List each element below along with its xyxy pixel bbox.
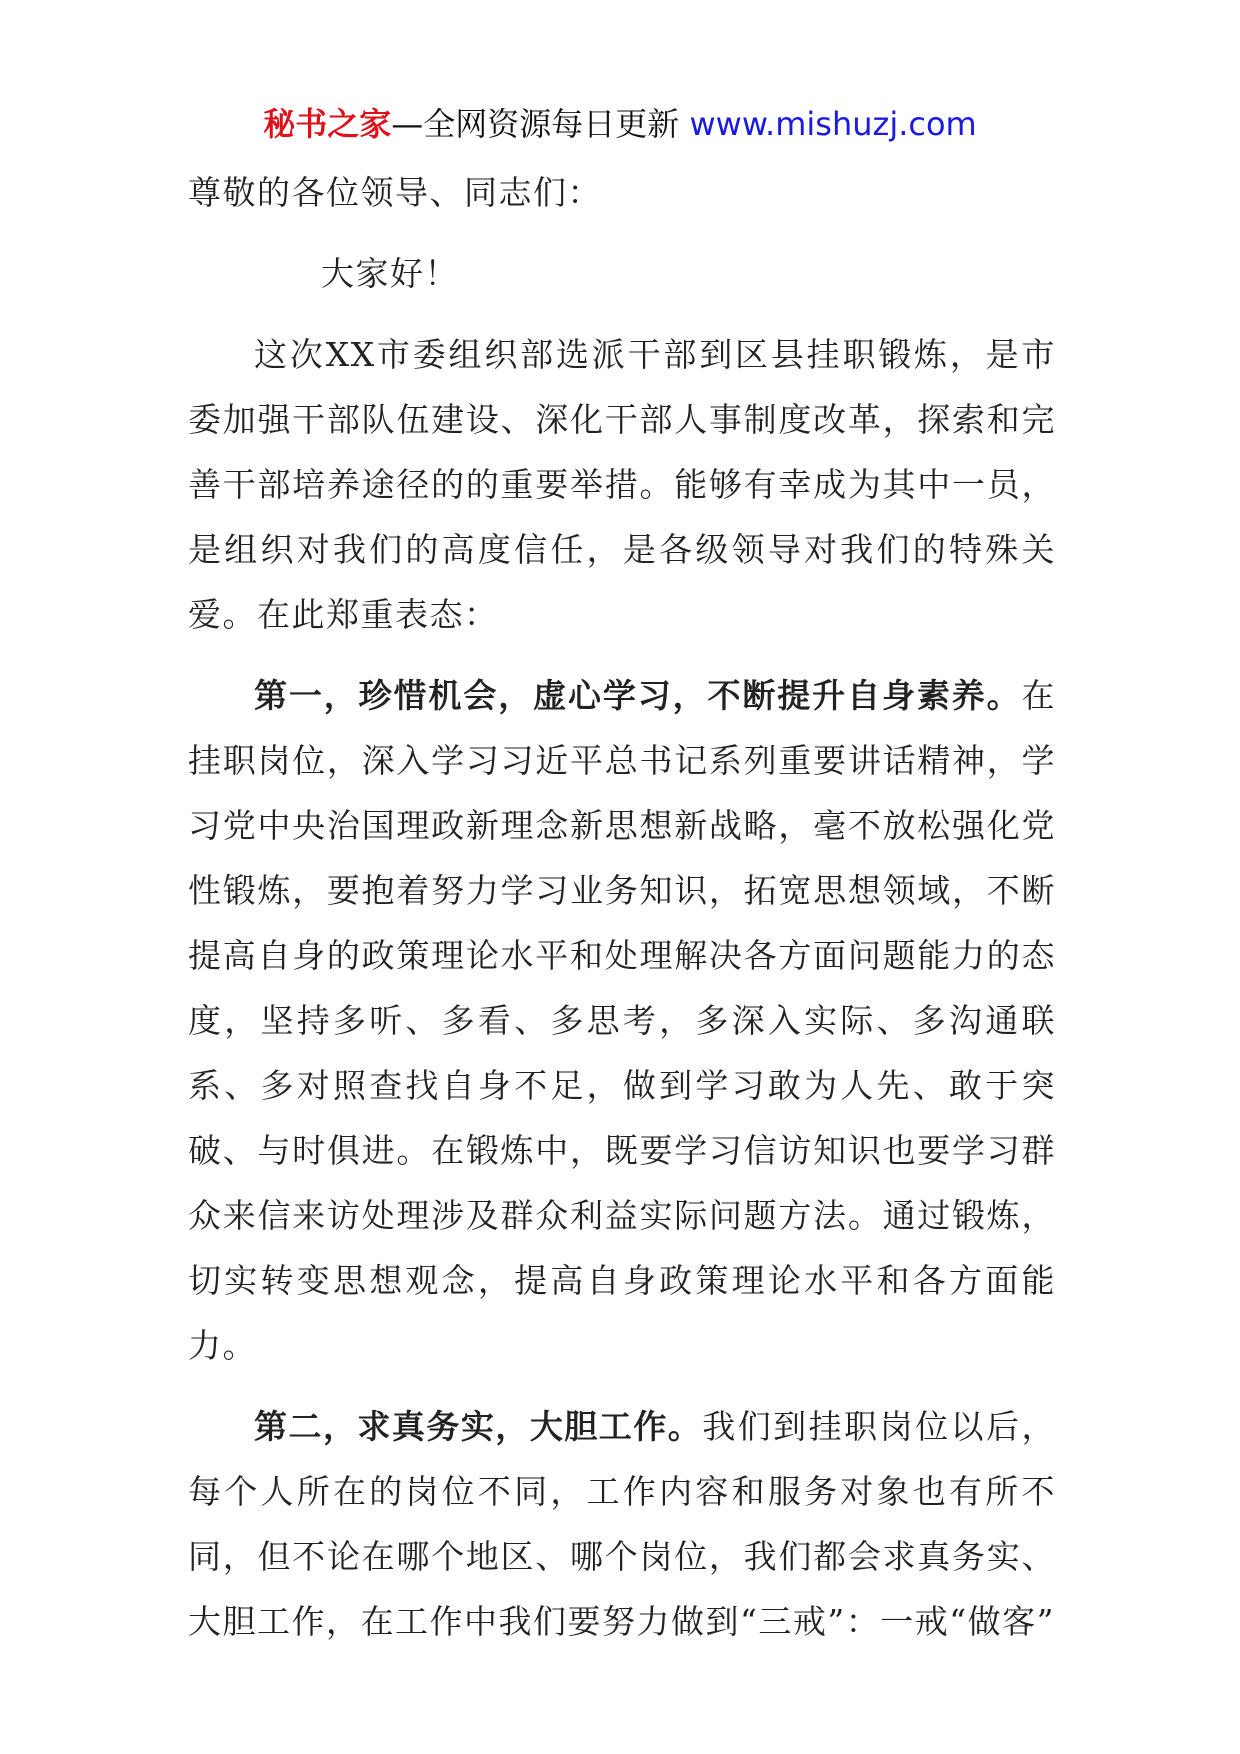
header-slogan: —全网资源每日更新 (391, 105, 690, 143)
paragraph-text: 这次XX市委组织部选派干部到区县挂职锻炼，是市委加强干部队伍建设、深化干部人事制度改革，探索和完善干部培养途径的的重要举措。能够有幸成为其中一员，是组织对我们的高度信任，是各级领导对我们的特殊关爱。在此郑重表态： (188, 335, 1056, 634)
paragraph-point-two (188, 1394, 1056, 1654)
paragraph-point-one (188, 663, 1056, 1378)
website-link[interactable]: www.mishuzj.com (689, 105, 977, 143)
salutation: 尊敬的各位领导、同志们： (188, 173, 602, 212)
paragraph-intro (188, 322, 1056, 647)
greeting: 大家好！ (321, 254, 459, 293)
brand-name: 秘书之家 (263, 105, 392, 143)
paragraph-text: 我们到挂职岗位以后，每个人所在的岗位不同，工作内容和服务对象也有所不同，但不论在哪个地区、哪个岗位，我们都会求真务实、大胆工作，在工作中我们要努力做到“三戒”：一戒“做客” (188, 1407, 1057, 1641)
paragraph-lead: 第一，珍惜机会，虚心学习，不断提升自身素养。 (254, 676, 1022, 715)
paragraph-text: 在挂职岗位，深入学习习近平总书记系列重要讲话精神，学习党中央治国理政新理念新思想新战略，毫不放松强化党性锻炼，要抱着努力学习业务知识，拓宽思想领域，不断提高自身的政策理论水平和处理解决各方面问题能力的态度，坚持多听、多看、多思考，多深入实际、多沟通联系、多对照查找自身不足，做到学习敢为人先、敢于突破、与时俱进。在锻炼中，既要学习信访知识也要学习群众来信来访处理涉及群众利益实际问题方法。通过锻炼，切实转变思想观念，提高自身政策理论水平和各方面能力。 (188, 676, 1056, 1365)
paragraph-lead: 第二，求真务实，大胆工作。 (254, 1407, 703, 1446)
document-body (188, 160, 1056, 1670)
watermark-header (0, 102, 1240, 146)
